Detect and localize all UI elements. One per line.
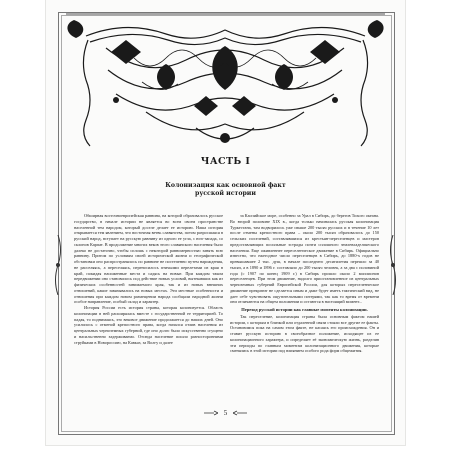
paragraph: за Каспийское море, особенно за Урал в Сибирь, до берегов Тихого океана. Во второй половине XIX в., когда только начиналась русская колонизация Туркестана, там водворилось уже свыше 200 тысяч русских и в течение 10 лет после отмены крепостного права – около 200 тысяч образовалось до 150 сельских поселений, составлявшихся из крестьян-переселенцев и мастеров предоставляющих посильные эстрады почти сплошного землевладельческого населения. Еще оживленнее переселенческое движение в Сибирь. Официально известно, что ежегодное число переселенцев в Сибирь, до 1880-х годов не превышавшее 2 тыс. душ, в начале последнего десятилетия перешло за 40 тысяч, а в 1890 и 1896 г. составляло до 200 тысяч человек, а за два с половиной года (с 1907 по конец 1909 г.) в Сибирь прошло около 2 миллионов переселенцев. При этом движение, надолго приостановленное из центральных черноземных губерний Европейской России, для которых переселенческое движение прекратит не сделается иным и даже будет иметь тактический вид, не дает себе чувствовать ощутительными потерями, так как то время от времени они отличаются на общем положении и остаются в настоящий момент... <box>230 213 379 305</box>
book-page <box>46 0 405 445</box>
chapter-title: ЧАСТЬ I <box>200 156 251 167</box>
side-ornament-left <box>53 235 63 295</box>
page-number-ornament-right <box>233 410 247 416</box>
side-ornament-right <box>388 235 398 295</box>
chapter-subtitle <box>46 182 405 197</box>
headpiece-ornament <box>46 0 405 160</box>
chapter-subtitle-line-2: русской истории <box>195 189 256 197</box>
text-column-left <box>74 213 223 401</box>
paragraph: Так переселение, колонизация страны была основным фактом нашей истории, с которым в близкой или отдаленной связи стояли все другие ее факты. Остановимся пока на самом этом факте, не касаясь его происхождения. Он и ставит русскую историю в своеобразное положение, исходящее из ее колонизационного характера, и определяет её экономическую жизнь, разделив эти периоды по главным моментам колонизационного движения, которые сменялись в этой истории под влиянием особого рода форм общежития. <box>230 313 379 354</box>
chapter-subtitle-line-1: Колонизация как основной факт <box>165 182 286 189</box>
paragraph: История России есть история страны, которая колонизуется. Область колонизации в ней расширялась вместе с государственной ее территорией. То падая, то поднимаясь, это вековое движение продолжается до наших дней. Оно усилилось с отменой крепостного права, когда начался отлив населения из центральных черноземных губерний, где оно долго было искусственно сгущено и насильственно задерживаемо. Отсюда население пошло разносторонними струйками в Новороссию, на Кавказ, за Волгу и далее <box>74 305 223 345</box>
page-number: 5 <box>223 409 228 417</box>
section-heading: Переход русской истории как главные моменты колонизации. <box>241 307 368 312</box>
text-column-right <box>230 213 379 401</box>
paragraph: Обширная восточноевропейская равнина, на которой образовалось русское государство, в начале истории не является во всем своем пространстве населенной тем народом, который доселе делает ее историю. Наша история открывается тем явлением, что восточная ветвь славянства, потом разросшаяся в русский народ, вступает на русскую равнину из одного ее угла, с юго-запада, со склонов Карпат. В продолжение многих веков этого славянского населения было далеко не достаточно, чтобы сплошь с некоторой равномерностью занять всю равнину. Притом по условиям своей исторической жизни и географической обстановки оно распространялось по равнине не постепенно путем нарождения, не расселяясь, а переселяясь, переносилось птичьими перелетами из края в край, покидая насиженные места и садясь на новые. При каждом таком передвижении оно становилось под действие новых условий, вытекавших как из физических особенностей занимаемого края, так и из новых внешних отношений, какие завязывались на новых местах. Эти местные особенности и отношения при каждом новом размещении народа сообщали народной жизни особое направление, особый склад и характер. <box>74 213 223 305</box>
